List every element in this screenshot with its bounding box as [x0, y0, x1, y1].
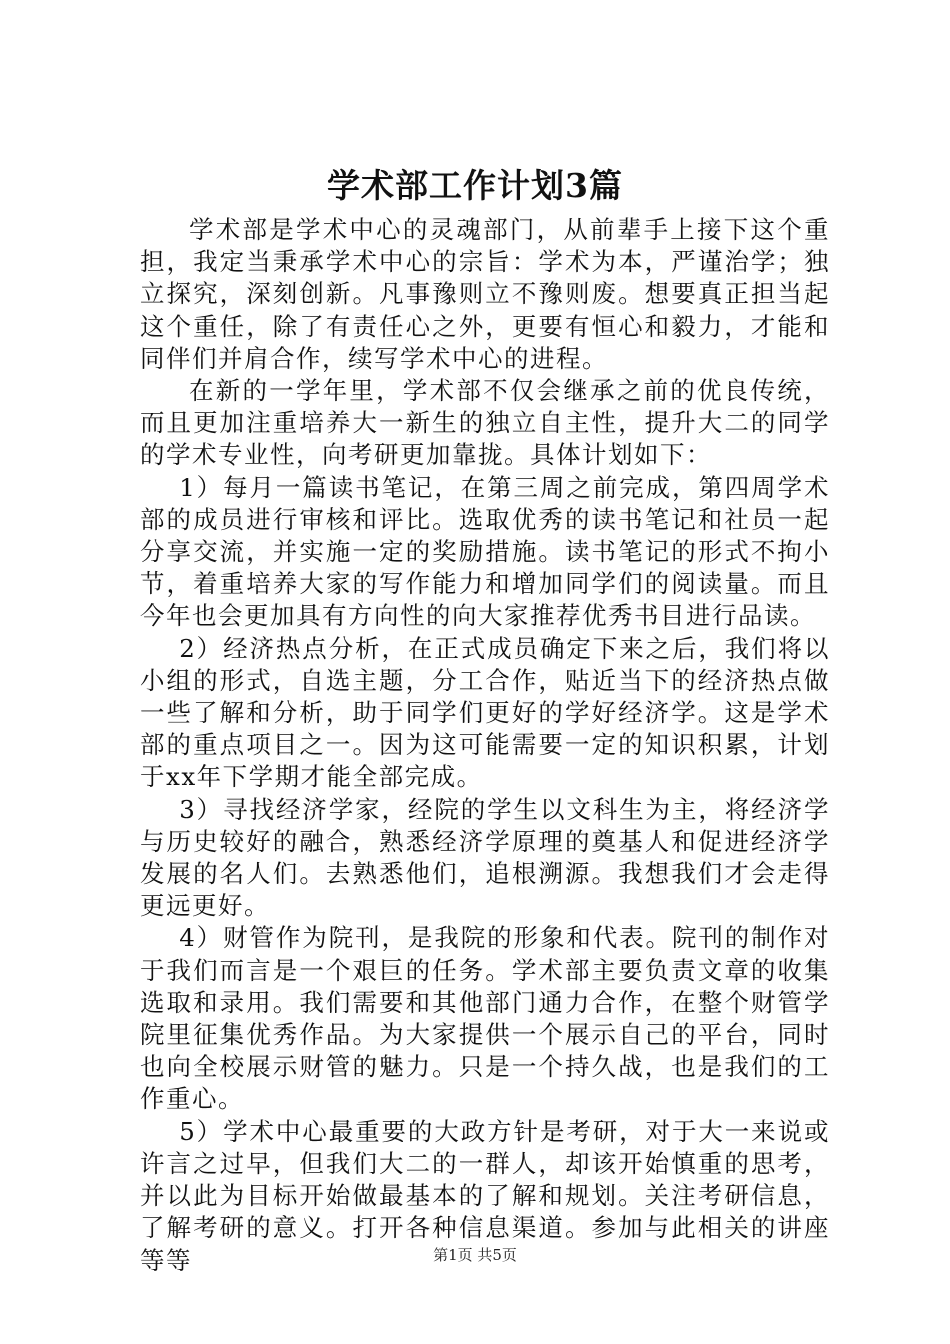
paragraph-intro: 学术部是学术中心的灵魂部门，从前辈手上接下这个重担，我定当秉承学术中心的宗旨：学术为本，严谨治学；独立探究，深刻创新。凡事豫则立不豫则废。想要真正担当起这个重任，除了有责任心之外，更要有恒心和毅力，才能和同伴们并肩合作，续写学术中心的进程。 — [140, 215, 830, 373]
plan-item-5: 5）学术中心最重要的大政方针是考研，对于大一来说或许言之过早，但我们大二的一群人，却该开始慎重的思考，并以此为目标开始做最基本的了解和规划。关注考研信息，了解考研的意义。打开各种信息渠道。参加与此相关的讲座等等 — [140, 1116, 830, 1275]
plan-item-2: 2）经济热点分析，在正式成员确定下来之后，我们将以小组的形式，自选主题，分工合作，贴近当下的经济热点做一些了解和分析，助于同学们更好的学好经济学。这是学术部的重点项目之一。因为这可能需要一定的知识积累，计划于xx年下学期才能全部完成。 — [140, 633, 830, 792]
document-body — [140, 214, 830, 1277]
document-title: 学术部工作计划3篇 — [327, 166, 623, 205]
plan-item-4: 4）财管作为院刊，是我院的形象和代表。院刊的制作对于我们而言是一个艰巨的任务。学术部主要负责文章的收集选取和录用。我们需要和其他部门通力合作，在整个财管学院里征集优秀作品。为大家提供一个展示自己的平台，同时也向全校展示财管的魅力。只是一个持久战，也是我们的工作重心。 — [140, 923, 830, 1114]
plan-item-3: 3）寻找经济学家，经院的学生以文科生为主，将经济学与历史较好的融合，熟悉经济学原理的奠基人和促进经济学发展的名人们。去熟悉他们，追根溯源。我想我们才会走得更远更好。 — [140, 794, 830, 921]
plan-item-1: 1）每月一篇读书笔记，在第三周之前完成，第四周学术部的成员进行审核和评比。选取优秀的读书笔记和社员一起分享交流，并实施一定的奖励措施。读书笔记的形式不拘小节，着重培养大家的写作能力和增加同学们的阅读量。而且今年也会更加具有方向性的向大家推荐优秀书目进行品读。 — [140, 472, 830, 631]
paragraph-overview: 在新的一学年里，学术部不仅会继承之前的优良传统，而且更加注重培养大一新生的独立自主性，提升大二的同学的学术专业性，向考研更加靠拢。具体计划如下： — [140, 376, 830, 470]
page-number-footer: 第1页 共5页 — [433, 1246, 517, 1264]
